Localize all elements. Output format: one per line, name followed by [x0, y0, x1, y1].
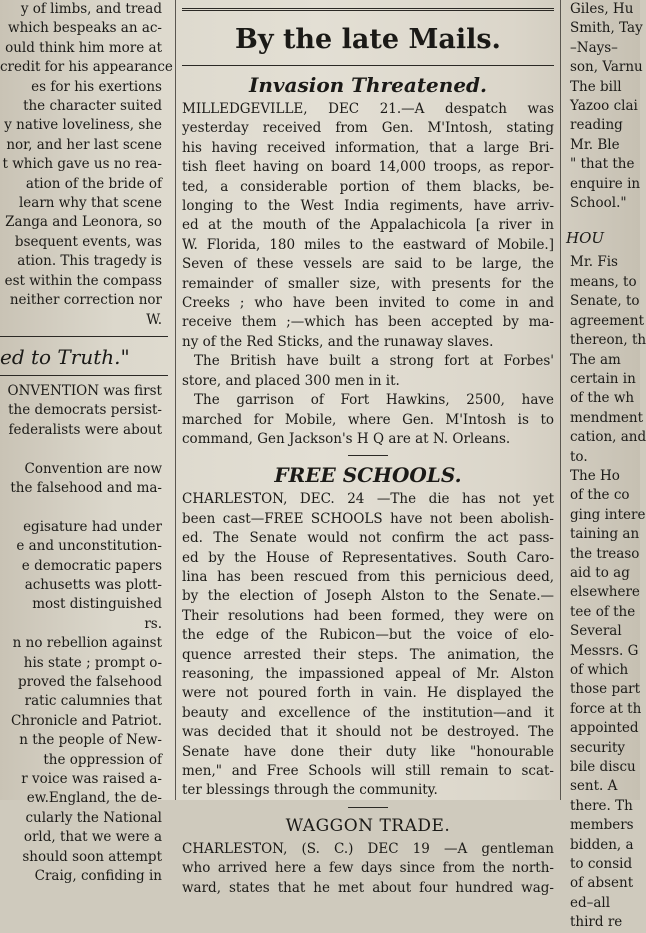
- text-line: r voice was raised a-: [21, 771, 162, 788]
- text-line: W. Florida, 180 miles to the eastward of Mobile.]: [182, 236, 554, 253]
- text-line: members: [570, 817, 634, 834]
- text-line: MILLEDGEVILLE, DEC 21.—A despatch was: [182, 101, 554, 117]
- text-line: taining an: [570, 526, 640, 543]
- text-line: [0, 440, 168, 459]
- text-line: CHARLESTON, DEC. 24 —The die has not yet: [182, 491, 554, 508]
- text-line: ed by the House of Representatives. South Caro-: [182, 549, 554, 566]
- text-line: bile discu: [570, 759, 636, 776]
- text-line: the democrats persist-: [8, 402, 162, 419]
- text-line: ny of the Red Sticks, and the runaway slaves.: [182, 333, 494, 350]
- text-line: Giles, Hu: [570, 1, 634, 17]
- text-line: certain in: [570, 370, 636, 387]
- text-line: cularly the National: [25, 809, 162, 826]
- text-line: to consid: [570, 856, 633, 873]
- text-line: bidden, a: [570, 836, 634, 853]
- text-line: est within the compass: [4, 272, 162, 289]
- right-column: [566, 0, 646, 931]
- text-line: yesterday received from Gen. M'Intosh, stating: [182, 120, 554, 137]
- text-line: Seven of these vessels are said to be large, the: [182, 256, 554, 273]
- text-line: The am: [570, 351, 621, 368]
- text-line: store, and placed 300 men in it.: [182, 372, 400, 389]
- text-line: men," and Free Schools will still remain to scat-: [182, 763, 554, 779]
- text-line: nor, and her last scene: [6, 136, 162, 153]
- article-title-invasion: Invasion Threatened.: [249, 73, 487, 97]
- text-line: receive them ;—which has been accepted by ma-: [182, 314, 554, 331]
- text-line: beauty and excellence of the institution—and it: [182, 704, 554, 721]
- text-line: his state ; prompt o-: [23, 654, 162, 671]
- text-line: enquire in: [570, 175, 641, 192]
- text-line: to.: [570, 448, 588, 465]
- text-line: rs.: [144, 615, 162, 632]
- masthead-top-rule: [182, 8, 554, 11]
- text-line: Yazoo clai: [570, 98, 638, 115]
- section-masthead: By the late Mails.: [235, 24, 501, 55]
- text-line: W.: [146, 311, 162, 328]
- text-line: The bill: [570, 78, 622, 95]
- text-line: appointed: [570, 720, 639, 737]
- text-line: e and unconstitution-: [16, 538, 162, 555]
- text-line: credit for his appearance: [0, 59, 173, 76]
- text-line: longing to the West India regiments, have arriv-: [182, 198, 554, 215]
- article-body-waggon-trade: [182, 840, 554, 898]
- article-body-free-schools: [182, 490, 554, 801]
- text-line: of which: [570, 662, 629, 678]
- text-line: who arrived here a few days since from the north-: [182, 860, 554, 877]
- text-line: of the wh: [570, 390, 635, 407]
- text-line: the edge of the Rubicon—but the voice of elo-: [182, 627, 554, 644]
- text-line: achusetts was plott-: [24, 576, 162, 593]
- article-title-waggon-trade: WAGGON TRADE.: [285, 815, 451, 836]
- text-line: by the election of Joseph Alston to the Senate.—: [182, 588, 554, 605]
- text-line: were not poured forth in vain. He displayed the: [182, 685, 554, 702]
- text-line: bsequent events, was: [14, 233, 162, 250]
- text-line: The Ho: [570, 467, 620, 484]
- text-line: the falsehood and ma-: [10, 479, 162, 496]
- text-line: The British have built a strong fort at Forbes': [194, 353, 554, 370]
- text-line: ONVENTION was first: [7, 382, 162, 399]
- left-divider-2: [0, 375, 168, 376]
- right-column-block-2: [566, 253, 646, 932]
- text-line: reasoning, the impassioned appeal of Mr. Alston: [182, 665, 554, 682]
- text-line: n the people of New-: [19, 732, 162, 749]
- text-line: Convention are now: [24, 460, 162, 477]
- text-line: e democratic papers: [21, 557, 162, 574]
- text-line: Several: [570, 623, 622, 640]
- text-line: son, Varnu: [570, 59, 643, 76]
- text-line: command, Gen Jackson's H Q are at N. Orleans.: [182, 430, 511, 447]
- text-line: tee of the: [570, 603, 636, 620]
- text-line: es for his exertions: [31, 78, 162, 95]
- text-line: which bespeaks an ac-: [8, 20, 162, 37]
- text-line: the oppression of: [43, 751, 162, 768]
- text-line: Mr. Fis: [570, 254, 618, 271]
- text-line: ging intere: [570, 506, 646, 523]
- text-line: learn why that scene: [18, 195, 162, 212]
- text-line: ed at the mouth of the Appalachicola [a river in: [182, 217, 554, 234]
- text-line: tish fleet having on board 14,000 troops, as repor-: [182, 159, 554, 176]
- text-line: sent. A: [570, 778, 618, 795]
- text-line: egisature had under: [23, 518, 162, 535]
- text-line: force at th: [570, 700, 642, 717]
- text-line: Zanga and Leonora, so: [5, 214, 162, 231]
- text-line: of absent: [570, 875, 634, 892]
- text-line: y native loveliness, she: [4, 117, 162, 134]
- text-line: security: [570, 739, 625, 756]
- text-line: thereon, th: [570, 332, 646, 349]
- text-line: –Nays–: [570, 39, 618, 56]
- column-rule-left: [175, 0, 176, 800]
- text-line: [0, 498, 168, 517]
- text-line: proved the falsehood: [17, 674, 162, 690]
- text-line: ratic calumnies that: [24, 693, 162, 710]
- text-line: Mr. Ble: [570, 136, 620, 153]
- masthead-bottom-rule: [182, 65, 554, 66]
- text-line: lina has been rescued from this pernicious deed,: [182, 568, 554, 585]
- text-line: was decided that it should not be destroyed. The: [182, 724, 554, 741]
- article-divider-2: [348, 807, 388, 808]
- text-line: marched for Mobile, where Gen. M'Intosh is to: [182, 411, 554, 428]
- text-line: mendment: [570, 409, 644, 426]
- column-rule-right: [560, 0, 561, 800]
- text-line: of the co: [570, 487, 630, 504]
- right-column-heading: HOU: [566, 229, 605, 248]
- text-line: agreement: [570, 312, 645, 329]
- article-title-free-schools: FREE SCHOOLS.: [274, 463, 462, 488]
- text-line: ter blessings through the community.: [182, 782, 438, 799]
- text-line: " that the: [570, 156, 635, 173]
- text-line: ed. The Senate would not confirm the act pass-: [182, 530, 554, 547]
- text-line: Senate, to: [570, 293, 640, 310]
- left-column-heading: ed to Truth.": [0, 344, 130, 369]
- text-line: means, to: [570, 273, 637, 290]
- text-line: Creeks ; who have been invited to come in and: [182, 295, 554, 312]
- text-line: ward, states that he met about four hundred wag-: [182, 879, 554, 896]
- text-line: elsewhere: [570, 584, 640, 601]
- text-line: aid to ag: [570, 564, 630, 581]
- text-line: ew.England, the de-: [26, 790, 162, 807]
- text-line: reading: [570, 117, 623, 134]
- text-line: there. Th: [570, 797, 633, 814]
- text-line: the character suited: [23, 98, 162, 115]
- text-line: neither correction nor: [9, 292, 162, 309]
- text-line: remainder of smaller size, with presents for the: [182, 275, 554, 292]
- text-line: most distinguished: [32, 596, 162, 613]
- text-line: his having received information, that a large Bri-: [182, 139, 554, 156]
- text-line: School.": [570, 195, 627, 212]
- right-column-block-1: [566, 0, 646, 213]
- article-body-invasion: [182, 100, 554, 449]
- text-line: those part: [570, 681, 641, 698]
- left-column-block-2: [0, 382, 168, 887]
- text-line: Chronicle and Patriot.: [10, 712, 162, 729]
- text-line: third re: [570, 914, 623, 931]
- text-line: federalists were about: [8, 421, 162, 438]
- middle-column: [182, 0, 554, 896]
- text-line: CHARLESTON, (S. C.) DEC 19 —A gentleman: [182, 840, 554, 857]
- left-column-block-1: [0, 0, 173, 330]
- article-divider-1: [348, 455, 388, 456]
- text-line: the treaso: [570, 545, 640, 562]
- text-line: The garrison of Fort Hawkins, 2500, have: [194, 392, 554, 409]
- text-line: quence arrested their steps. The animation, the: [182, 646, 554, 663]
- text-line: ould think him more at: [5, 39, 162, 56]
- text-line: y of limbs, and tread: [20, 1, 162, 17]
- text-line: Messrs. G: [570, 642, 639, 659]
- left-column: [0, 0, 173, 885]
- left-divider: [0, 336, 168, 337]
- text-line: ation. This tragedy is: [17, 253, 162, 270]
- text-line: should soon attempt: [22, 848, 162, 865]
- text-line: Their resolutions had been formed, they were on: [182, 607, 554, 624]
- text-line: ted, a considerable portion of them blacks, be-: [182, 178, 554, 195]
- text-line: cation, and: [570, 429, 646, 446]
- text-line: t which gave us no rea-: [2, 156, 162, 173]
- text-line: ation of the bride of: [25, 175, 162, 192]
- text-line: orld, that we were a: [23, 829, 162, 846]
- text-line: Craig, confiding in: [34, 868, 162, 885]
- text-line: n no rebellion against: [12, 635, 162, 652]
- text-line: Senate have done their duty like "honourable: [182, 743, 554, 760]
- text-line: ed–all: [570, 894, 611, 911]
- text-line: Smith, Tay: [570, 20, 643, 37]
- text-line: been cast—FREE SCHOOLS have not been abolish-: [182, 510, 554, 527]
